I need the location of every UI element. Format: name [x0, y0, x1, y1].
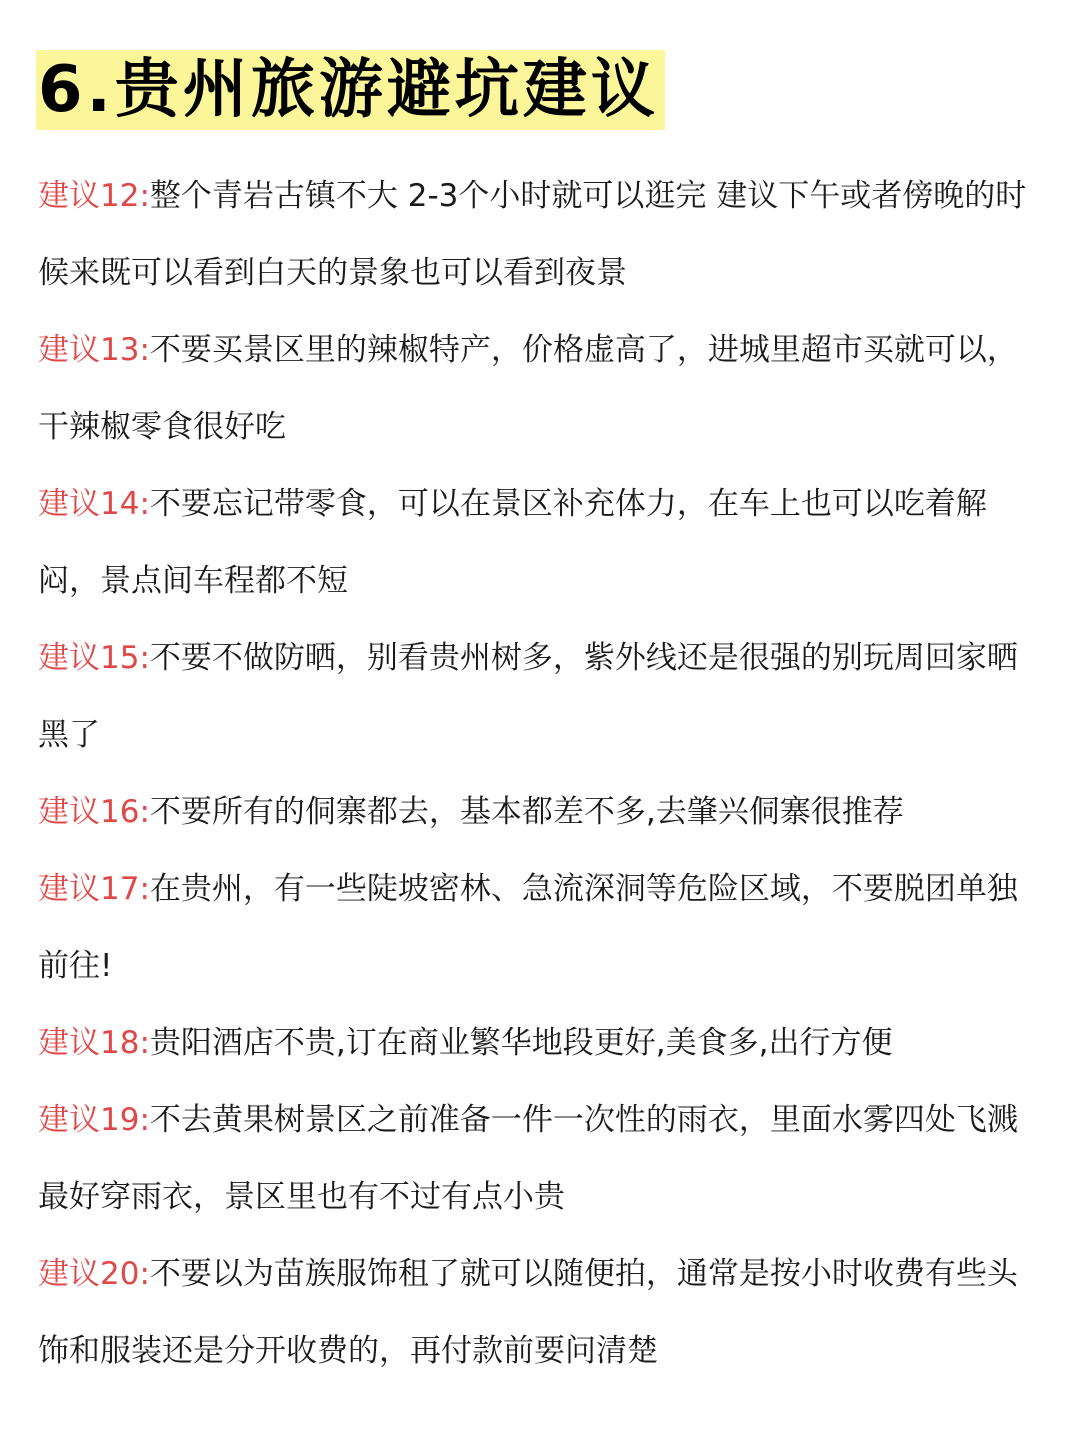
tip-13 — [38, 312, 1038, 466]
tip-text: 不要买景区里的辣椒特产，价格虚高了，进城里超市买就可以，干辣椒零食很好吃 — [38, 332, 1018, 445]
tip-text: 贵阳酒店不贵,订在商业繁华地段更好,美食多,出行方便 — [149, 1025, 893, 1061]
title-highlight — [36, 50, 665, 130]
tip-15 — [38, 620, 1038, 774]
tip-17 — [38, 851, 1038, 1005]
tip-20 — [38, 1236, 1038, 1390]
tip-text: 不要以为苗族服饰租了就可以随便拍，通常是按小时收费有些头饰和服装还是分开收费的，再付款前要问清楚 — [38, 1256, 1018, 1369]
tip-text: 不去黄果树景区之前准备一件一次性的雨衣，里面水雾四处飞溅最好穿雨衣，景区里也有不过有点小贵 — [38, 1102, 1018, 1215]
tip-label: 建议12: — [38, 178, 150, 214]
tip-16 — [38, 774, 1038, 851]
tip-text: 在贵州，有一些陡坡密林、急流深洞等危险区域，不要脱团单独前往! — [38, 871, 1018, 984]
tip-label: 建议17: — [38, 871, 150, 907]
tip-label: 建议20: — [38, 1256, 150, 1292]
tip-text: 不要不做防晒，别看贵州树多，紫外线还是很强的别玩周回家晒黑了 — [38, 640, 1018, 753]
tip-label: 建议16: — [38, 794, 150, 830]
tip-18 — [38, 1005, 1038, 1082]
tip-label: 建议18: — [38, 1025, 150, 1061]
tips-list — [38, 158, 1038, 1390]
tip-text: 不要所有的侗寨都去，基本都差不多,去肇兴侗寨很推荐 — [149, 794, 904, 830]
tip-label: 建议14: — [38, 486, 150, 522]
tip-text: 整个青岩古镇不大 2-3个小时就可以逛完 建议下午或者傍晚的时候来既可以看到白天的景象也可以看到夜景 — [38, 178, 1027, 291]
page-title: 6.贵州旅游避坑建议 — [38, 53, 659, 127]
tip-text: 不要忘记带零食，可以在景区补充体力，在车上也可以吃着解闷，景点间车程都不短 — [38, 486, 987, 599]
tip-label: 建议13: — [38, 332, 150, 368]
tip-12 — [38, 158, 1038, 312]
tip-label: 建议19: — [38, 1102, 150, 1138]
tip-14 — [38, 466, 1038, 620]
tip-label: 建议15: — [38, 640, 150, 676]
tip-19 — [38, 1082, 1038, 1236]
